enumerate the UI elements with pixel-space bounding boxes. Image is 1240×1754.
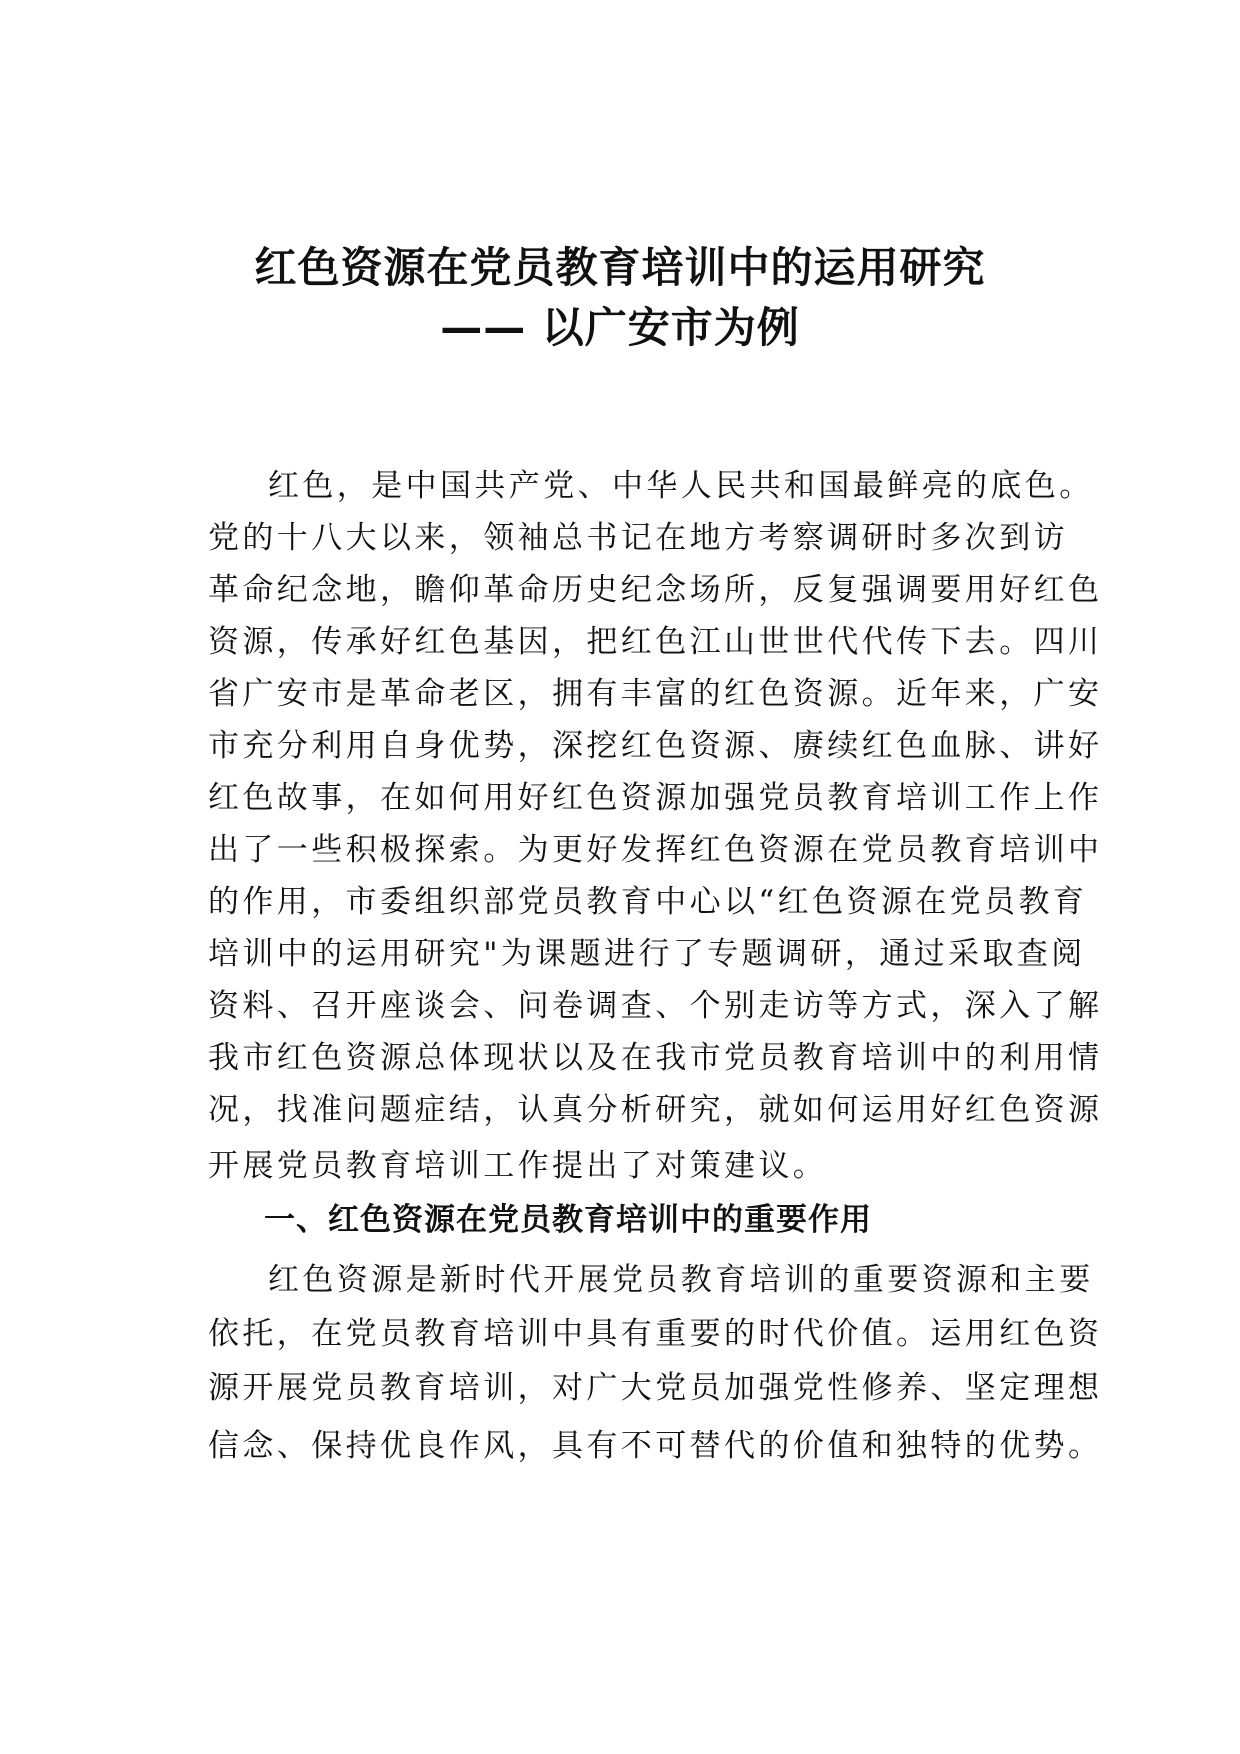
paragraph-line: 革命纪念地，瞻仰革命历史纪念场所，反复强调要用好红色: [208, 572, 1103, 608]
document-subtitle: —— 以广安市为例: [440, 303, 800, 352]
paragraph-line: 市充分利用自身优势，深挖红色资源、赓续红色血脉、讲好: [208, 728, 1103, 764]
paragraph-line: 资源，传承好红色基因，把红色江山世世代代传下去。四川: [208, 624, 1103, 660]
paragraph-line: 党的十八大以来，领袖总书记在地方考察调研时多次到访: [208, 520, 1068, 556]
paragraph-line: 开展党员教育培训工作提出了对策建议。: [208, 1148, 828, 1184]
paragraph-line: 源开展党员教育培训，对广大党员加强党性修养、坚定理想: [208, 1370, 1103, 1406]
paragraph-line: 省广安市是革命老区，拥有丰富的红色资源。近年来，广安: [208, 676, 1103, 712]
document-title: 红色资源在党员教育培训中的运用研究: [254, 243, 986, 292]
paragraph-line: 红色资源是新时代开展党员教育培训的重要资源和主要: [268, 1262, 1094, 1298]
paragraph-line: 培训中的运用研究"为课题进行了专题调研，通过采取查阅: [208, 936, 1086, 972]
paragraph-line: 依托，在党员教育培训中具有重要的时代价值。运用红色资: [208, 1316, 1103, 1352]
paragraph-line: 况，找准问题症结，认真分析研究，就如何运用好红色资源: [208, 1092, 1103, 1128]
paragraph-line: 红色故事，在如何用好红色资源加强党员教育培训工作上作: [208, 780, 1103, 816]
paragraph-line: 资料、召开座谈会、问卷调查、个别走访等方式，深入了解: [208, 988, 1103, 1024]
section-heading: 一、红色资源在党员教育培训中的重要作用: [264, 1202, 872, 1238]
paragraph-line: 的作用，市委组织部党员教育中心以“红色资源在党员教育: [208, 884, 1088, 920]
paragraph-line: 我市红色资源总体现状以及在我市党员教育培训中的利用情: [208, 1040, 1103, 1076]
paragraph-line: 信念、保持优良作风，具有不可替代的价值和独特的优势。: [208, 1428, 1103, 1464]
paragraph-line: 红色，是中国共产党、中华人民共和国最鲜亮的底色。: [268, 468, 1094, 504]
paragraph-line: 出了一些积极探索。为更好发挥红色资源在党员教育培训中: [208, 832, 1103, 868]
